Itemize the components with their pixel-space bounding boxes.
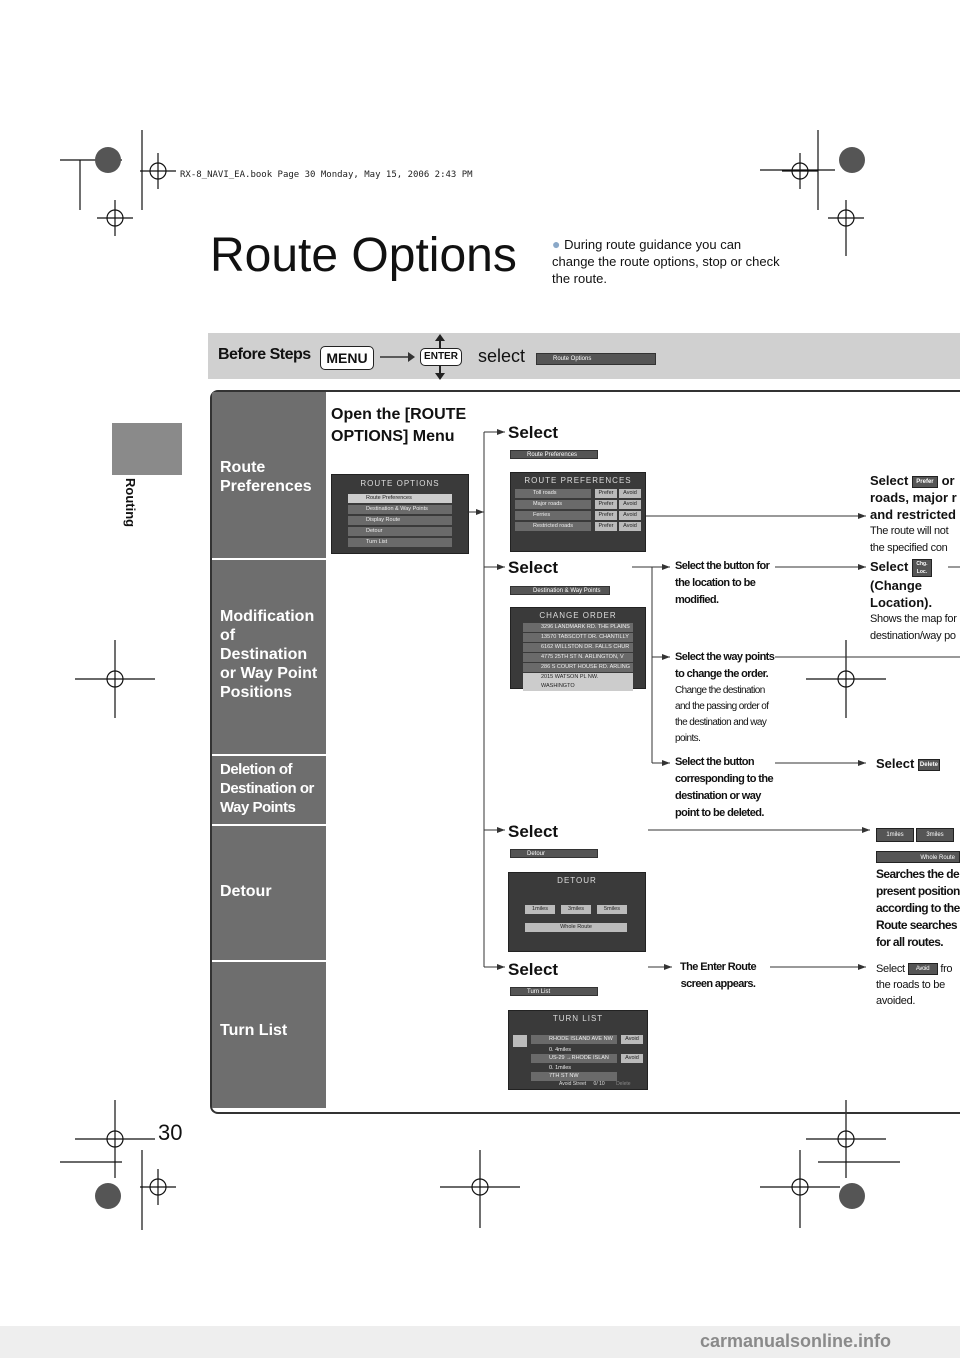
detour-desc-4: Route searches [876,918,957,932]
waypoint-row: 13570 TABSCOTT DR. CHANTILLY [523,633,633,642]
waypoint-row: 2015 WATSON PL NW. WASHINGTO [523,673,633,691]
pref-row: Major roads [515,500,591,509]
chg-loc-button: Chg. Loc. [912,559,932,577]
prefer-button: Prefer [595,522,617,531]
avoid-count: 0/ 10 [593,1081,605,1087]
intro-text: During route guidance you can change the route options, stop or check the route. [552,237,780,286]
section-route-preferences: Route Preferences [220,459,312,495]
screen-title: ROUTE PREFERENCES [524,476,632,485]
screen-title: TURN LIST [552,1014,604,1023]
turn-row: RHODE ISLAND AVE NW [531,1035,617,1044]
enter-key: ENTER [420,348,462,366]
open-menu-heading: Open the [ROUTE OPTIONS] Menu [331,406,467,445]
detour-desc-1: Searches the de [876,867,960,881]
menu-row: Route Preferences [348,494,452,503]
avoid-button: Avoid [621,1054,643,1063]
section-deletion: Deletion of Destination or Way Points [220,761,314,816]
select-label: Select [508,423,559,442]
page-number: 30 [158,1120,183,1145]
delete-select: Select [876,756,915,771]
turn-row: 0. 1miles [531,1064,617,1073]
branch-modify: Select the button for the location to be modified. [675,560,770,606]
select-label: Select [508,558,559,577]
pref-row: Toll roads [515,489,591,498]
route-preferences-screen [510,472,646,552]
pref-row: Restricted roads [515,522,591,531]
prefs-text-3: and restricted [870,507,956,522]
prefer-button: Prefer [595,489,617,498]
avoid-button: Avoid [619,500,641,509]
branch-order-note: Change the destination and the passing order of the destination and way points. [675,685,769,744]
screen-title: DETOUR [557,876,597,885]
avoid-button: Avoid [619,522,641,531]
waypoint-row: 6162 WILLSTON DR. FALLS CHUR [523,643,633,652]
avoid-fro: fro [940,963,953,975]
prefer-button: Prefer [595,511,617,520]
prefs-note-1: The route will not [870,525,949,537]
menu-row: Turn List [348,538,452,547]
section-detour: Detour [220,883,272,900]
book-info: RX-8_NAVI_EA.book Page 30 Monday, May 15, 2006 2:43 PM [180,170,473,180]
bullet-icon: ● [552,236,561,252]
screen-title: CHANGE ORDER [539,611,617,620]
turn-row: US-29 →RHODE ISLAN [531,1054,617,1063]
prefs-text-2: roads, major r [870,490,957,505]
avoid-street-label: Avoid Street [559,1081,587,1087]
prefs-note-2: the specified con [870,542,948,554]
avoid-text-2: the roads to be [876,979,945,991]
whole-route-chip: Whole Route [876,851,960,863]
change-order-screen [510,607,646,689]
prefer-button: Prefer [595,500,617,509]
route-options-bar: Route Options [536,353,656,365]
detour-desc-5: for all routes. [876,935,944,949]
turn-row: 0. 4miles [531,1046,617,1055]
delete-label: Delete [616,1081,631,1087]
menu-row: Display Route [348,516,452,525]
waypoint-row: 286 S COURT HOUSE RD. ARLING [523,663,633,672]
turn-row: 7TH ST NW [531,1072,617,1081]
turn-list-screen [508,1010,648,1090]
page-title: Route Options [210,229,517,282]
detour-3mile-button: 3miles [561,905,591,914]
destination-waypoints-bar: Destination & Way Points [510,586,610,595]
detour-desc-2: present position [876,884,960,898]
before-select-text: select [478,346,526,366]
chg-note-2: destination/way po [870,630,956,642]
detour-5mile-button: 5miles [597,905,627,914]
detour-1mile-button: 1miles [525,905,555,914]
avoid-text-3: avoided. [876,995,916,1007]
whole-route-button: Whole Route [525,923,627,932]
enter-route-note: The Enter Route screen appears. [680,961,756,990]
before-steps-label: Before Steps [218,346,311,363]
footer-watermark: carmanualsonline.info [700,1331,892,1351]
waypoint-row: 4775 25TH ST N. ARLINGTON, V [523,653,633,662]
section-modification: Modification of Destination or Way Point Positions [220,608,318,701]
detour-screen [508,872,646,952]
avoid-button: Avoid [621,1035,643,1044]
section-turn-list: Turn List [220,1022,288,1039]
avoid-button: Avoid [619,511,641,520]
delete-instruction [876,755,940,772]
branch-delete: Select the button corresponding to the destination or way point to be deleted. [675,756,774,819]
section-tab-label: Routing [123,478,138,528]
chg-loc-instruction [870,558,960,577]
prefs-or: or [941,473,955,488]
prefs-select: Select [870,473,909,488]
avoid-instruction [876,961,960,977]
prefs-instruction [870,472,960,489]
select-label: Select [508,822,559,841]
turn-list-footer [531,1081,643,1088]
menu-row: Detour [348,527,452,536]
delete-chip: Delete [918,759,940,771]
route-preferences-bar: Route Preferences [510,450,598,459]
avoid-button: Avoid [619,489,641,498]
turn-list-bar: Turn List [510,987,598,996]
menu-key: MENU [320,346,374,370]
waypoint-row: 3296 LANDMARK RD. THE PLAINS [523,623,633,632]
detour-1mile-chip: 1miles [876,828,914,842]
prefer-chip: Prefer [912,476,938,488]
list-up-icon [513,1035,527,1047]
avoid-select: Select [876,963,905,975]
chg-select: Select [870,559,909,574]
branch-order: Select the way points to change the order. [675,651,775,680]
detour-3mile-chip: 3miles [916,828,954,842]
detour-bar: Detour [510,849,598,858]
pref-row: Ferries [515,511,591,520]
screen-title: ROUTE OPTIONS [360,479,440,488]
detour-desc-3: according to the [876,901,960,915]
chg-text-3: Location). [870,595,933,610]
menu-row: Destination & Way Points [348,505,452,514]
select-label: Select [508,960,559,979]
chg-note-1: Shows the map for [870,613,957,625]
chg-text-2: (Change [870,578,922,593]
avoid-chip: Avoid [908,963,938,975]
